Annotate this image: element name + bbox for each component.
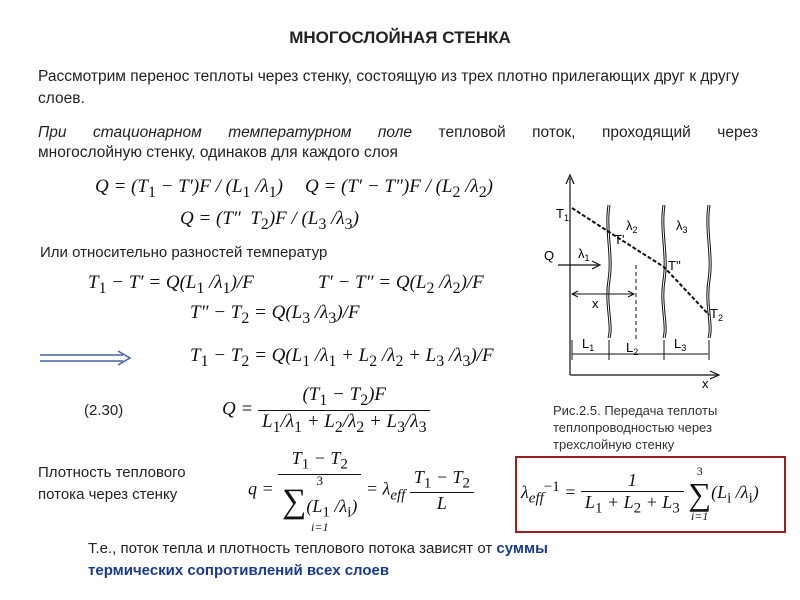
diff-label: Или относительно разностей температур xyxy=(40,244,328,261)
eq-diff-3: $T'' - T_2 = Q(L_3$ $/\lambda_3)/F$ xyxy=(190,302,360,327)
label-l3: L xyxy=(674,336,682,351)
eq-q-layer1: $Q = (T_1 - T')F / (L_1$ $/\lambda_1$) xyxy=(95,176,283,201)
density-label-line2: потока через стенку xyxy=(38,486,178,503)
label-t-double-prime: T'' xyxy=(668,258,681,273)
label-lambda2-sub: 2 xyxy=(632,225,638,235)
label-lambda3: λ xyxy=(676,218,683,233)
svg-text:λ3 xyxy=(676,218,688,235)
steady-rest: тепловой поток, проходящий через xyxy=(438,124,758,141)
label-lambda1: λ xyxy=(578,246,585,261)
eq-230-heat-flow: Q = $\frac{(T_1 - T_2)F}{L_1/\lambda_1 + L_2/\lambda_2 + L_3/\lambda_3}$ xyxy=(222,384,430,437)
label-x: x xyxy=(592,296,599,311)
label-x-axis: x xyxy=(702,376,709,391)
density-label-line1: Плотность теплового xyxy=(38,464,186,481)
label-l1: L xyxy=(582,336,590,351)
conclusion-highlight-1: суммы xyxy=(496,540,548,557)
label-t1: T xyxy=(556,206,564,221)
svg-text:L2 xyxy=(626,340,638,357)
intro-text: Рассмотрим перенос теплоты через стенку, состоящую из трех плотно прилегающих друг к другу слоев. xyxy=(38,68,740,107)
label-l3-sub: 3 xyxy=(681,343,687,353)
label-lambda3-sub: 3 xyxy=(682,225,688,235)
steady-state-text-line2: многослойную стенку, одинаков для каждого слоя xyxy=(38,144,398,161)
label-l1-sub: 1 xyxy=(589,343,595,353)
label-l2: L xyxy=(626,340,634,355)
svg-text:λ2 xyxy=(626,218,638,235)
eq-heat-flux-density: q = $T_1 - T_2$ 3 $\sum(L_1$ $/\lambda_i$) i=1 = $\lambda_{eff}$ $\frac{T_1 - T_2}{L}$ xyxy=(248,448,474,533)
svg-text:T1 xyxy=(556,206,569,223)
density-label xyxy=(38,462,186,506)
three-layer-wall-figure xyxy=(538,170,738,395)
label-q: Q xyxy=(544,248,555,263)
label-lambda1-sub: 1 xyxy=(584,253,590,263)
label-t2: T xyxy=(710,306,718,321)
figure-caption: Рис.2.5. Передача теплоты теплопроводностью через трехслойную стенку xyxy=(553,403,718,452)
eq-total-difference: $T_1 - T_2 = Q(L_1$ $/\lambda_1 + L_2$ $/\lambda_2 + L_3$ $/\lambda_3)/F$ xyxy=(190,345,494,370)
label-lambda2: λ xyxy=(626,218,633,233)
equation-number: (2.30) xyxy=(84,402,124,419)
conclusion-text: Т.е., поток тепла и плотность теплового потока зависят от xyxy=(88,540,493,557)
label-t-prime: T' xyxy=(614,232,625,247)
svg-text:L3 xyxy=(674,336,686,353)
eq-q-layer3: Q = (T″ $T_2)F / (L_3$ $/\lambda_3$) xyxy=(180,208,359,233)
conclusion xyxy=(88,538,708,582)
label-t2-sub: 2 xyxy=(717,313,723,323)
steady-state-text xyxy=(38,122,758,144)
eq-diff-2: $T' - T'' = Q(L_2$ $/\lambda_2)/F$ xyxy=(318,272,484,297)
steady-italic: При стационарном температурном поле xyxy=(38,124,413,141)
svg-text:T2 xyxy=(710,306,723,323)
label-l2-sub: 2 xyxy=(633,347,639,357)
effective-conductivity-box xyxy=(515,456,786,533)
svg-text:λ1 xyxy=(578,246,590,263)
svg-text:L1 xyxy=(582,336,594,353)
page-title: МНОГОСЛОЙНАЯ СТЕНКА xyxy=(289,28,511,47)
eq-diff-1: $T_1 - T' = Q(L_1$ $/\lambda_1)/F$ xyxy=(88,272,254,297)
eq-effective-conductivity: $\lambda_{eff}^{-1}$ = $\frac{1}{L_1 + L_2 + L_3}$ 3 ∑ i=1 ($L_i$ $/\lambda_i$) xyxy=(521,464,759,523)
eq-q-layer2: $Q = (T' - T'')F / (L_2$ $/\lambda_2$) xyxy=(305,176,493,201)
label-t1-sub: 1 xyxy=(563,213,569,223)
conclusion-highlight-2: термических сопротивлений всех слоев xyxy=(88,562,390,579)
implies-arrow xyxy=(38,350,133,366)
